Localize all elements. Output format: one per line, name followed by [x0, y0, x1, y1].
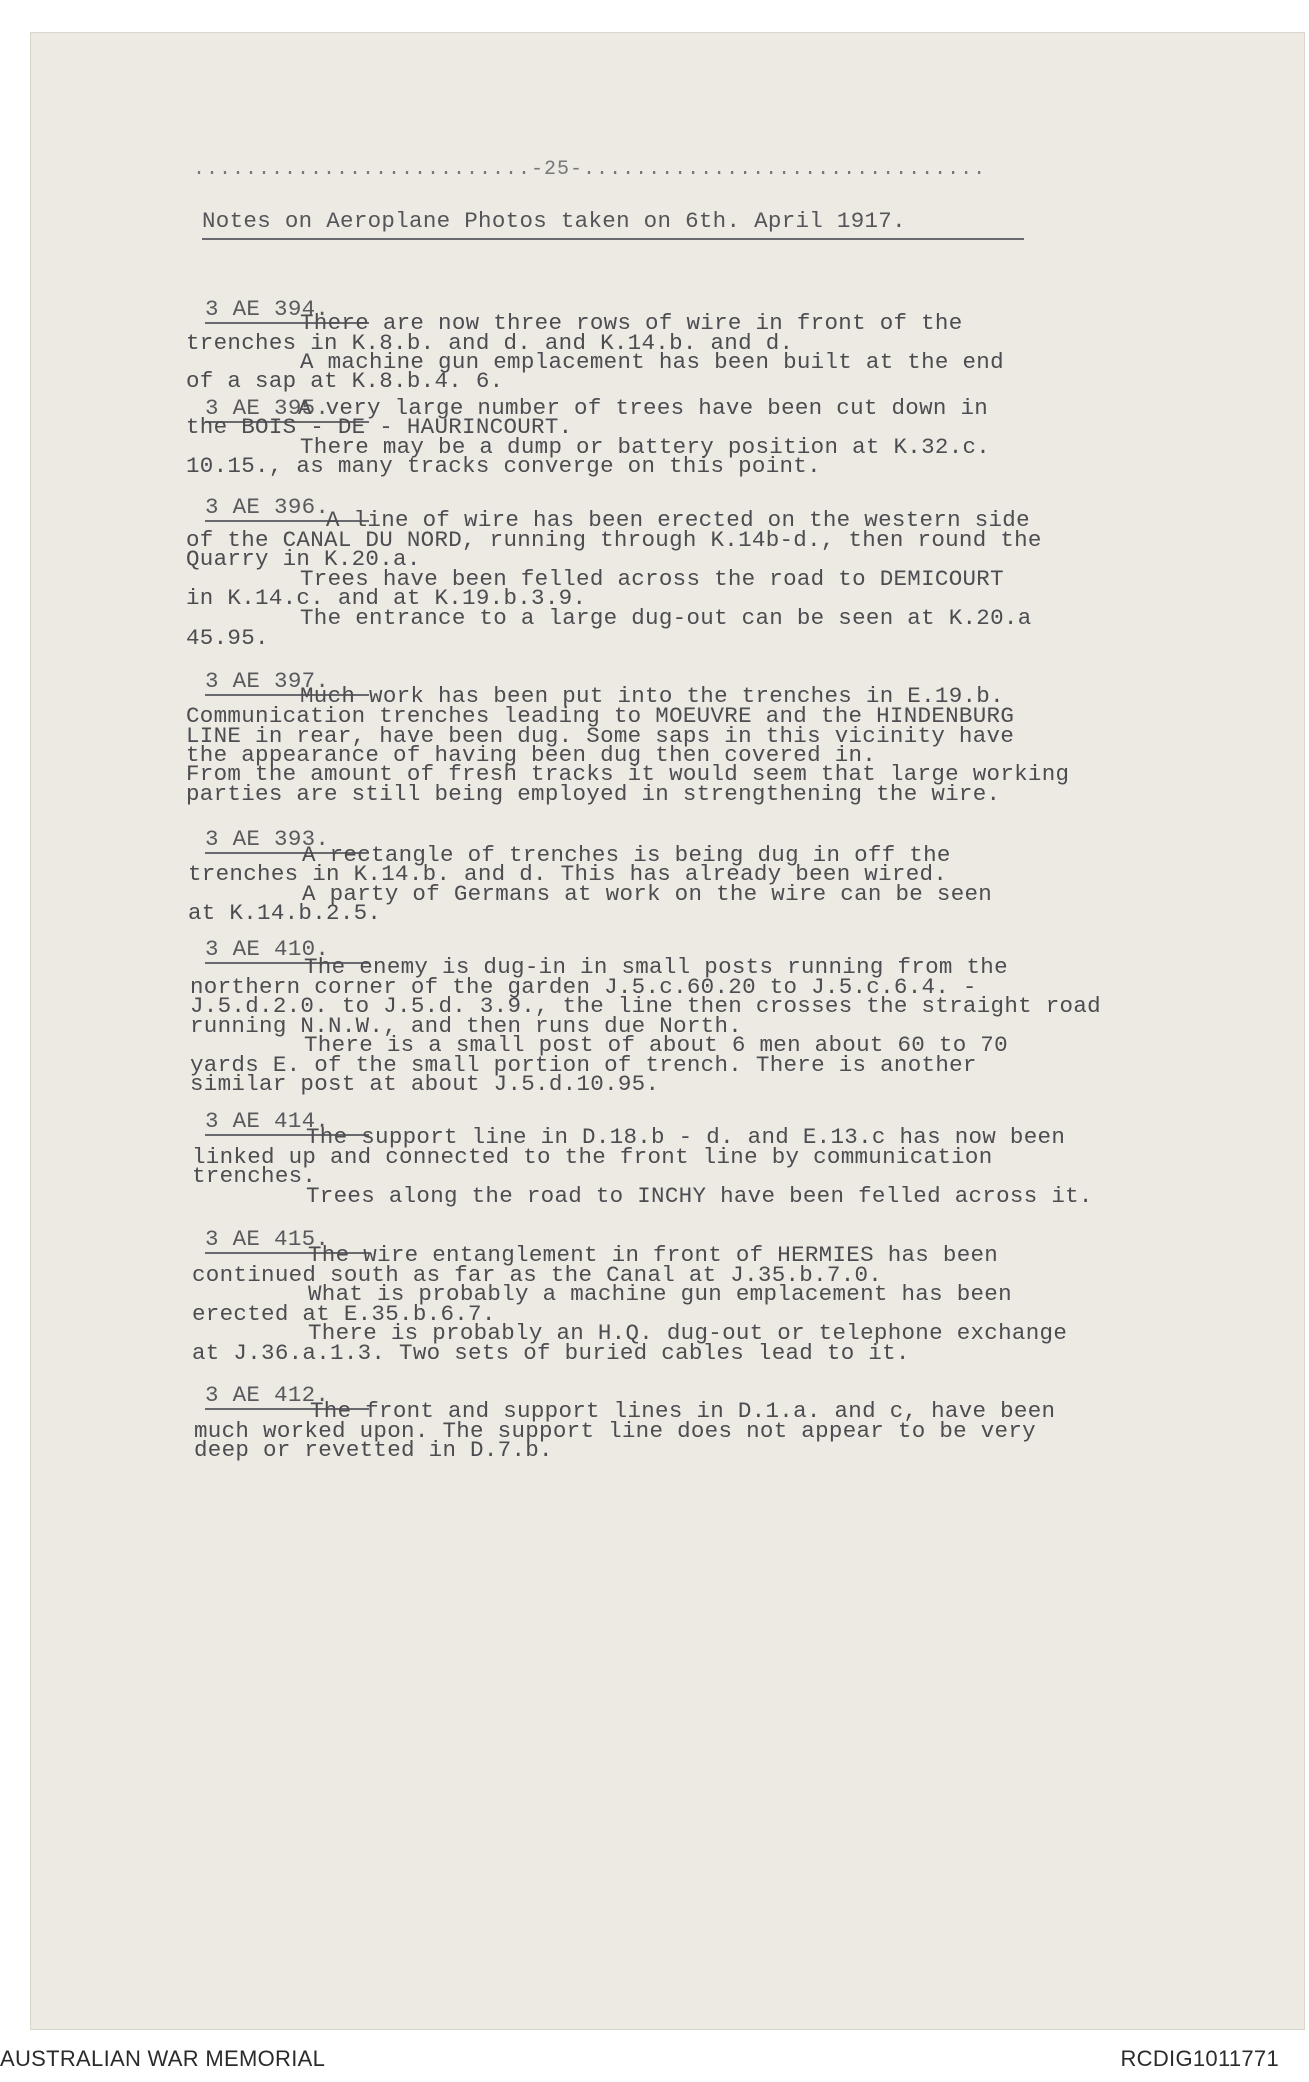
entry-line: erected at E.35.b.6.7.: [192, 1301, 496, 1327]
entry-reference: 3 AE 395.: [205, 395, 369, 423]
page-number-line: ..........................-25-...............................: [193, 158, 987, 181]
entry-line: LINE in rear, have been dug. Some saps in this vicinity have: [186, 723, 1015, 749]
entry-line: 10.15., as many tracks converge on this point.: [186, 453, 821, 479]
entry-line: The wire entanglement in front of HERMIES has been: [308, 1242, 999, 1268]
entry-line: similar post at about J.5.d.10.95.: [190, 1071, 660, 1097]
entry-line: Much work has been put into the trenches in E.19.b.: [300, 683, 1004, 709]
entry-line: trenches.: [192, 1163, 317, 1189]
entry-line: A line of wire has been erected on the western side: [326, 507, 1030, 533]
entry-line: From the amount of fresh tracks it would seem that large working: [186, 761, 1070, 787]
document-page: [30, 32, 1305, 2030]
entry-line: What is probably a machine gun emplacement has been: [308, 1281, 1012, 1307]
entry-line: A rectangle of trenches is being dug in off the: [302, 842, 951, 868]
entry-line: There is probably an H.Q. dug-out or telephone exchange: [308, 1320, 1068, 1346]
entry-line: of the CANAL DU NORD, running through K.14b-d., then round the: [186, 527, 1042, 553]
page-title: Notes on Aeroplane Photos taken on 6th. April 1917.: [202, 208, 906, 234]
entry-line: linked up and connected to the front line by communication: [192, 1144, 993, 1170]
entry-line: Quarry in K.20.a.: [186, 546, 421, 572]
entry-reference: 3 AE 396.: [205, 494, 369, 522]
entry-line: Trees have been felled across the road to DEMICOURT: [300, 566, 1004, 592]
entry-line: The support line in D.18.b - d. and E.13.c has now been: [306, 1124, 1066, 1150]
entry-reference: 3 AE 394.: [205, 296, 369, 324]
entry-line: trenches in K.8.b. and d. and K.14.b. and d.: [186, 330, 794, 356]
entry-line: in K.14.c. and at K.19.b.3.9.: [186, 585, 587, 611]
entry-line: The enemy is dug-in in small posts running from the: [304, 954, 1008, 980]
entry-reference: 3 AE 412.: [205, 1382, 369, 1410]
entry-line: A party of Germans at work on the wire can be seen: [302, 881, 993, 907]
entry-line: There is a small post of about 6 men about 60 to 70: [304, 1032, 1008, 1058]
entry-line: A machine gun emplacement has been built at the end: [300, 349, 1004, 375]
entry-line: J.5.d.2.0. to J.5.d. 3.9., the line then crosses the straight road: [190, 993, 1101, 1019]
typed-text-area: [30, 32, 1305, 2030]
entry-reference: 3 AE 410.: [205, 936, 369, 964]
entry-line: yards E. of the small portion of trench. There is another: [190, 1052, 977, 1078]
entry-line: running N.N.W., and then runs due North.: [190, 1013, 743, 1039]
entry-line: at J.36.a.1.3. Two sets of buried cables lead to it.: [192, 1340, 910, 1366]
entry-line: Communication trenches leading to MOEUVRE and the HINDENBURG: [186, 703, 1015, 729]
entry-line: There are now three rows of wire in front of the: [300, 310, 963, 336]
entry-line: trenches in K.14.b. and d. This has already been wired.: [188, 861, 948, 887]
entry-reference: 3 AE 414.: [205, 1108, 369, 1136]
entry-line: 45.95.: [186, 625, 269, 651]
entry-line: northern corner of the garden J.5.c.60.20 to J.5.c.6.4. -: [190, 974, 977, 1000]
footer-institution: AUSTRALIAN WAR MEMORIAL: [0, 2046, 326, 2071]
entry-line: much worked upon. The support line does not appear to be very: [194, 1418, 1036, 1444]
entry-line: the appearance of having been dug then covered in.: [186, 742, 877, 768]
entry-line: at K.14.b.2.5.: [188, 900, 382, 926]
entry-reference: 3 AE 393.: [205, 826, 369, 854]
entry-line: There may be a dump or battery position at K.32.c.: [300, 434, 991, 460]
entry-reference: 3 AE 415.: [205, 1226, 369, 1254]
entry-line: of a sap at K.8.b.4. 6.: [186, 368, 504, 394]
entry-line: The front and support lines in D.1.a. and c, have been: [310, 1398, 1056, 1424]
entry-line: A very large number of trees have been cut down in: [298, 395, 989, 421]
entry-line: The entrance to a large dug-out can be seen at K.20.a: [300, 605, 1032, 631]
entry-line: the BOIS - DE - HAURINCOURT.: [186, 414, 573, 440]
entry-line: Trees along the road to INCHY have been felled across it.: [306, 1183, 1093, 1209]
footer-record-id: RCDIG1011771: [1120, 2046, 1279, 2071]
title-underline: [202, 238, 1024, 240]
entry-reference: 3 AE 397.: [205, 668, 369, 696]
entry-line: deep or revetted in D.7.b.: [194, 1437, 553, 1463]
entry-line: parties are still being employed in strengthening the wire.: [186, 781, 1001, 807]
entry-line: continued south as far as the Canal at J.35.b.7.0.: [192, 1262, 883, 1288]
